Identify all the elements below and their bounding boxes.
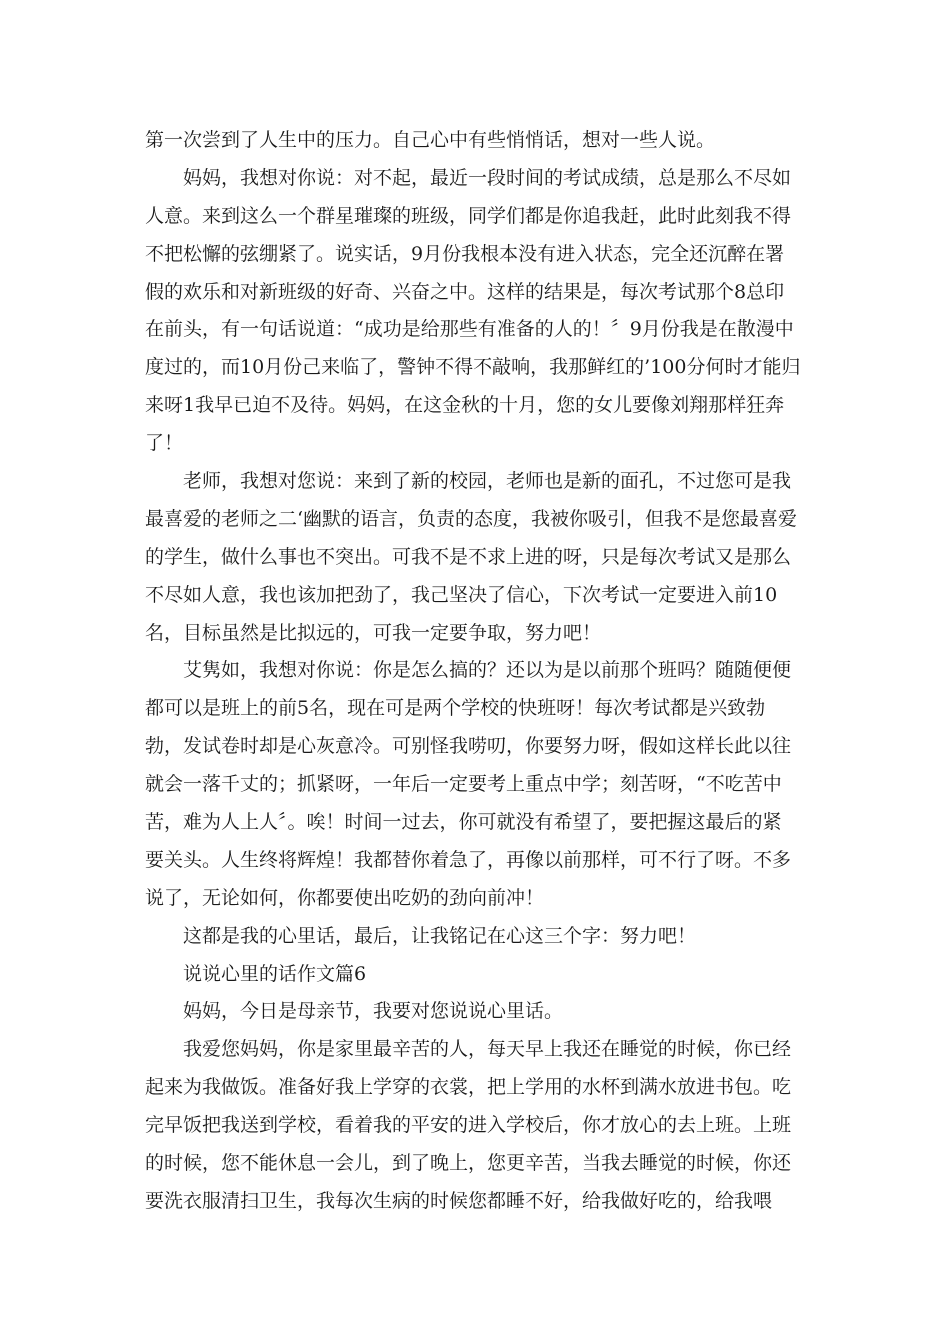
text-line: 在前头，有一句话说道：“成功是给那些有准备的人的！〞9月份我是在散漫中 [145,318,794,341]
text-line: 艾隽如，我想对你说：你是怎么搞的？还以为是以前那个班吗？随随便便 [183,659,792,682]
text-line: 妈妈，我想对你说：对不起，最近一段时间的考试成绩，总是那么不尽如 [183,166,792,189]
text-line: 就会一落千丈的；抓紧呀，一年后一定要考上重点中学；刻苦呀，“不吃苦中 [145,773,782,796]
text-line: 都可以是班上的前5名，现在可是两个学校的快班呀！每次考试都是兴致勃 [145,697,766,720]
text-line: 名，目标虽然是比拟远的，可我一定要争取，努力吧！ [145,621,602,644]
text-line: 最喜爱的老师之二‘幽默的语言，负责的态度，我被你吸引，但我不是您最喜爱 [145,507,798,530]
text-line: 的时候，您不能休息一会儿，到了晚上，您更辛苦，当我去睡觉的时候，你还 [145,1152,792,1175]
text-line: 第一次尝到了人生中的压力。自己心中有些悄悄话，想对一些人说。 [145,129,716,151]
text-line: 老师，我想对您说：来到了新的校园，老师也是新的面孔，不过您可是我 [183,470,792,493]
text-line: 度过的，而10月份己来临了，警钟不得不敲响，我那鲜红的’100分何时才能归 [145,356,801,379]
text-line: 假的欢乐和对新班级的好奇、兴奋之中。这样的结果是，每次考试那个8总印 [145,280,785,303]
text-line: 勃，发试卷时却是心灰意冷。可别怪我唠叨，你要努力呀，假如这样长此以往 [145,735,792,758]
text-line: 要洗衣服清扫卫生，我每次生病的时候您都睡不好，给我做好吃的，给我喂 [145,1189,773,1212]
text-line: 起来为我做饭。准备好我上学穿的衣裳，把上学用的水杯到满水放进书包。吃 [145,1076,792,1099]
text-line: 了！ [145,432,184,455]
document-body [145,122,807,1221]
text-line: 不尽如人意，我也该加把劲了，我己坚决了信心，下次考试一定要进入前10 [145,583,778,606]
text-line: 说了，无论如何，你都要使出吃奶的劲向前冲！ [145,886,545,909]
text-line: 我爱您妈妈，你是家里最辛苦的人，每天早上我还在睡觉的时候，你已经 [183,1038,792,1061]
text-line: 要关头。人生终将辉煌！我都替你着急了，再像以前那样，可不行了呀。不多 [145,848,792,871]
text-line: 苦，难为人上人〞。唉！时间一过去，你可就没有希望了，要把握这最后的紧 [145,811,782,834]
text-line: 说说心里的话作文篇6 [183,962,367,985]
text-line: 来呀1我早已迫不及待。妈妈，在这金秋的十月，您的女儿要像刘翔那样狂奔 [145,394,785,417]
text-line: 妈妈，今日是母亲节，我要对您说说心里话。 [183,1000,564,1023]
text-line: 的学生，做什么事也不突出。可我不是不求上进的呀，只是每次考试又是那么 [145,545,792,568]
text-line: 人意。来到这么一个群星璀璨的班级，同学们都是你追我赶，此时此刻我不得 [145,204,792,227]
text-line: 不把松懈的弦绷紧了。说实话，9月份我根本没有进入状态，完全还沉醉在署 [145,242,785,265]
text-line: 完早饭把我送到学校，看着我的平安的进入学校后，你才放心的去上班。上班 [145,1114,792,1137]
text-line: 这都是我的心里话，最后，让我铭记在心这三个字：努力吧！ [183,924,697,947]
